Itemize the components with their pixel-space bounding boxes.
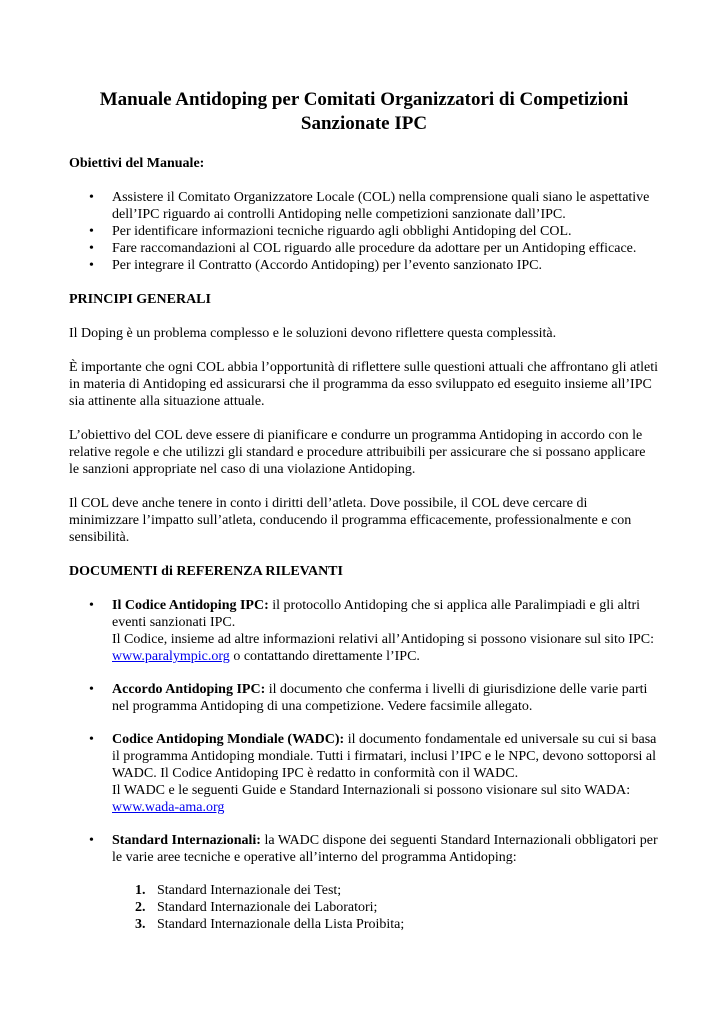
list-item: • Fare raccomandazioni al COL riguardo alle procedure da adottare per un Antidoping efficace. [69, 240, 659, 257]
list-number: 1. [135, 883, 146, 898]
title-line-2: Sanzionate IPC [300, 113, 428, 134]
list-item [69, 899, 659, 916]
documents-list [69, 597, 659, 866]
list-item-wadc [69, 731, 659, 816]
agreement-label: Accordo Antidoping IPC: [112, 682, 266, 697]
list-item [69, 882, 659, 899]
list-number: 3. [135, 917, 146, 932]
objectives-heading: Obiettivi del Manuale: [69, 156, 205, 171]
document-title [69, 88, 659, 136]
standards-label: Standard Internazionali: [112, 833, 261, 848]
list-text: Standard Internazionale della Lista Proibita; [157, 917, 405, 932]
title-line-1: Manuale Antidoping per Comitati Organizzatori di Competizioni [99, 89, 629, 110]
principles-paragraph-4: Il COL deve anche tenere in conto i diritti dell’atleta. Dove possibile, il COL deve cercare di minimizzare l’impatto sull’atleta, conducendo il programma efficacemente, professionalmente e con sensibilità. [69, 496, 632, 545]
principles-paragraph-2: È importante che ogni COL abbia l’opportunità di riflettere sulle questioni attuali che affrontano gli atleti in materia di Antidoping ed assicurarsi che il programma da esso sviluppato ed eseguito insieme all’IPC sia attinente alla situazione attuale. [69, 360, 658, 409]
ipc-code-text-3: o contattando direttamente l’IPC. [229, 649, 420, 664]
wadc-label: Codice Antidoping Mondiale (WADC): [112, 732, 345, 747]
wadc-text: il documento fondamentale ed universale su cui si basa il programma Antidoping mondiale. Tutti i firmatari, inclusi l’IPC e le NPC, devono sottoporsi al WADC. Il Codice Antidoping IPC è redatto in conformità con il WADC. [112, 732, 657, 781]
agreement-text: il documento che conferma i livelli di giurisdizione delle varie parti nel programma Antidoping di una competizione. Vedere facsimile allegato. [112, 682, 648, 714]
documents-heading: DOCUMENTI di REFERENZA RILEVANTI [69, 564, 343, 579]
objectives-list [69, 189, 659, 274]
standards-text: la WADC dispone dei seguenti Standard Internazionali obbligatori per le varie aree tecniche e operative all’interno del programma Antidoping: [112, 833, 658, 865]
principles-paragraph-1: Il Doping è un problema complesso e le soluzioni devono riflettere questa complessità. [69, 326, 557, 341]
list-item-standards [69, 832, 659, 866]
document-page [69, 88, 659, 933]
wadc-text-2: Il WADC e le seguenti Guide e Standard Internazionali si possono visionare sul sito WADA: [112, 783, 631, 798]
list-text: Standard Internazionale dei Laboratori; [157, 900, 378, 915]
list-text: Standard Internazionale dei Test; [157, 883, 342, 898]
list-item: • Per identificare informazioni tecniche riguardo agli obblighi Antidoping del COL. [69, 223, 659, 240]
standards-list [69, 882, 659, 933]
list-item [69, 916, 659, 933]
principles-paragraph-3: L’obiettivo del COL deve essere di pianificare e condurre un programma Antidoping in accordo con le relative regole e che utilizzi gli standard e procedure attribuibili per assicurare che si possano applicare le sanzioni appropriate nel caso di una violazione Antidoping. [69, 428, 646, 477]
paralympic-link[interactable]: www.paralympic.org [112, 649, 230, 664]
ipc-code-text: il protocollo Antidoping che si applica alle Paralimpiadi e gli altri eventi sanzionati IPC. [112, 598, 641, 630]
principles-heading: PRINCIPI GENERALI [69, 292, 211, 307]
wada-link[interactable]: www.wada-ama.org [112, 800, 225, 815]
list-item: • Per integrare il Contratto (Accordo Antidoping) per l’evento sanzionato IPC. [69, 257, 659, 274]
list-item: • Assistere il Comitato Organizzatore Locale (COL) nella comprensione quali siano le aspettative dell’IPC riguardo ai controlli Antidoping nelle competizioni sanzionate dall’IPC. [69, 189, 659, 223]
list-item-ipc-code [69, 597, 659, 665]
list-item-agreement [69, 681, 659, 715]
ipc-code-label: Il Codice Antidoping IPC: [112, 598, 269, 613]
ipc-code-text-2: Il Codice, insieme ad altre informazioni relativi all’Antidoping si possono visionare sul sito IPC: [112, 632, 655, 647]
list-number: 2. [135, 900, 146, 915]
